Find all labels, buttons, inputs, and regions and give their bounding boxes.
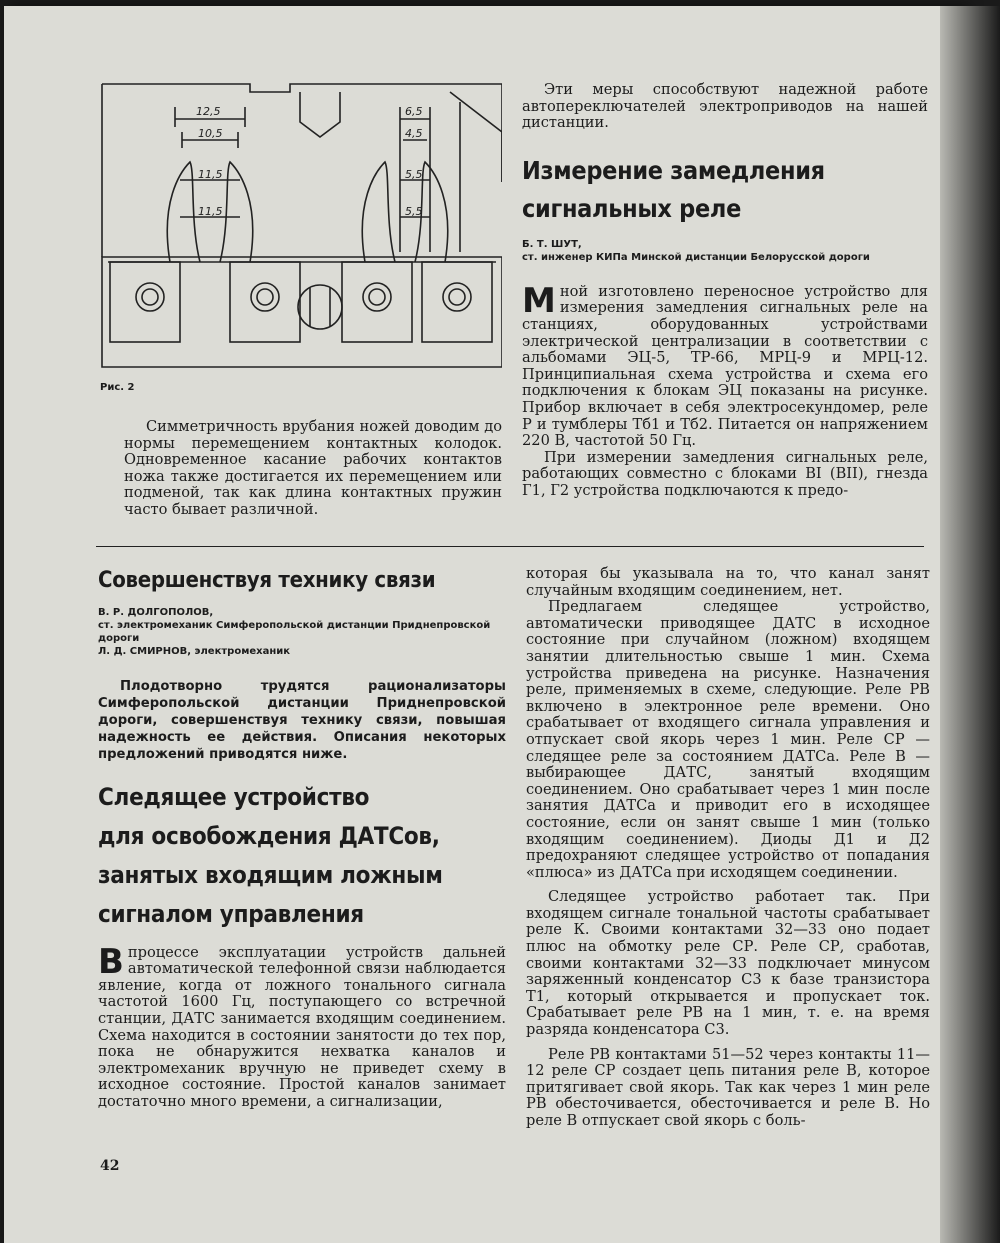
drop-cap: М bbox=[522, 280, 556, 321]
article-title: для освобождения ДАТСов, bbox=[98, 822, 440, 851]
author-role: электромеханик bbox=[194, 646, 291, 658]
paragraph: ной изготовлено переносное устройство для измерения замедления сигнальных реле на станциях, оборудованных устройствами электрической централизации в соответствии с альбомами ЭЦ-5, ТР-66, МРЦ-9 и МРЦ-12. Принципиальная схема устройства и схема его подключения к блокам ЭЦ показаны на рисунке. Прибор включает в себя электросекундомер, реле Р и тумблеры Тб1 и Тб2. Питается он напряжением 220 В, частотой 50 Гц. bbox=[522, 282, 928, 450]
section-title: Совершенствуя технику связи bbox=[98, 568, 436, 593]
lead-paragraph: Плодотворно трудятся рационализаторы Симферопольской дистанции Приднепровской дороги, совершенствуя технику связи, повышая надежность ее действия. Описания некоторых предложений приводятся ниже. bbox=[98, 679, 506, 763]
dim-label: 11,5 bbox=[198, 205, 223, 218]
page-number: 42 bbox=[100, 1158, 120, 1174]
article-title: Измерение замедления bbox=[522, 155, 825, 185]
dim-label: 10,5 bbox=[198, 127, 223, 140]
paragraph: Эти меры способствуют надежной работе автопереключателей электроприводов на нашей дистанции. bbox=[522, 81, 928, 132]
page-edge-shadow bbox=[940, 6, 1000, 1243]
right-top-column bbox=[522, 82, 928, 500]
article-title: занятых входящим ложным bbox=[98, 860, 443, 889]
author-role: ст. электромеханик Симферопольской дистанции Приднепровской дороги bbox=[98, 620, 491, 645]
figure-caption: Рис. 2 bbox=[100, 382, 135, 393]
author-name: Б. Т. ШУТ, bbox=[522, 238, 582, 250]
paragraph: процессе эксплуатации устройств дальней автоматической телефонной связи наблюдается явление, когда от ложного тонального сигнала частотой 1600 Гц, поступающего со встречной станции, ДАТС занимается входящим соединением. Схема находится в состоянии занятости до тех пор, пока не обнаружится нехватка каналов и электромеханик вручную не приведет схему в исходное состояние. Простой каналов занимает достаточно много времени, а сигнализации, bbox=[98, 943, 506, 1110]
dim-label: 6,5 bbox=[405, 105, 423, 118]
dim-label: 5,5 bbox=[405, 205, 423, 218]
drop-cap: В bbox=[98, 941, 124, 982]
bottom-left-column bbox=[98, 568, 506, 1111]
paragraph: Предлагаем следящее устройство, автоматически приводящее ДАТС в исходное состояние при случайном (ложном) входящем занятии длительностью свыше 1 мин. Схема устройства приведена на рисунке. Назначения реле, применяемых в схеме, следующие. Реле РВ включено в электронное реле времени. Оно срабатывает от входящего сигнала управления и отпускает свой якорь через 1 мин. Реле СР — следящее реле за состоянием ДАТСа. Реле В — выбирающее ДАТС, занятый входящим соединением. Оно срабатывает через 1 мин после занятия ДАТСа и приводит его в исходящее состояние, если он занят свыше 1 мин (только входящим соединением). Диоды Д1 и Д2 предохраняют следящее устройство от попадания «плюса» из ДАТСа при исходящем соединении. bbox=[526, 598, 930, 881]
bottom-right-column bbox=[526, 566, 930, 1130]
paragraph: Следящее устройство работает так. При входящем сигнале тональной частоты срабатывает реле К. Своими контактами 32—33 оно подает плюс на обмотку реле СР. Реле СР, сработав, своими контактами 32—33 подключает минусом заряженный конденсатор С3 к базе транзистора Т1, который открывается и пропускает ток. Срабатывает реле РВ на 1 мин, т. е. на время разряда конденсатора С3. bbox=[526, 888, 930, 1039]
author-name: Л. Д. СМИРНОВ, bbox=[98, 646, 192, 658]
dim-label: 11,5 bbox=[198, 168, 223, 181]
figure-contact-drawing bbox=[100, 82, 502, 370]
paragraph: которая бы указывала на то, что канал занят случайным входящим соединением, нет. bbox=[526, 565, 930, 599]
article-title: Следящее устройство bbox=[98, 783, 370, 812]
author-role: ст. инженер КИПа Минской дистанции Белорусской дороги bbox=[522, 251, 870, 263]
dim-label: 5,5 bbox=[405, 168, 423, 181]
paragraph: При измерении замедления сигнальных реле, работающих совместно с блоками BI (BII), гнезда Г1, Г2 устройства подключаются к предо- bbox=[522, 448, 928, 499]
article-title: сигнальных реле bbox=[522, 193, 742, 223]
article-title: сигналом управления bbox=[98, 899, 364, 928]
section-divider bbox=[96, 546, 924, 547]
left-top-column bbox=[124, 419, 502, 519]
dim-label: 4,5 bbox=[405, 127, 423, 140]
author-name: В. Р. ДОЛГОПОЛОВ, bbox=[98, 607, 214, 619]
paragraph: Реле РВ контактами 51—52 через контакты 11—12 реле СР создает цепь питания реле В, которое притягивает свой якорь. Так как через 1 мин реле РВ обесточивается, обесточивается и реле В. Но реле В отпускает свой якорь с боль- bbox=[526, 1045, 930, 1129]
paragraph: Симметричность врубания ножей доводим до нормы перемещением контактных колодок. Одновременное касание рабочих контактов ножа также достигается их перемещением или подменой, так как длина контактных пружин часто бывает различной. bbox=[124, 418, 502, 518]
dim-label: 12,5 bbox=[196, 105, 221, 118]
